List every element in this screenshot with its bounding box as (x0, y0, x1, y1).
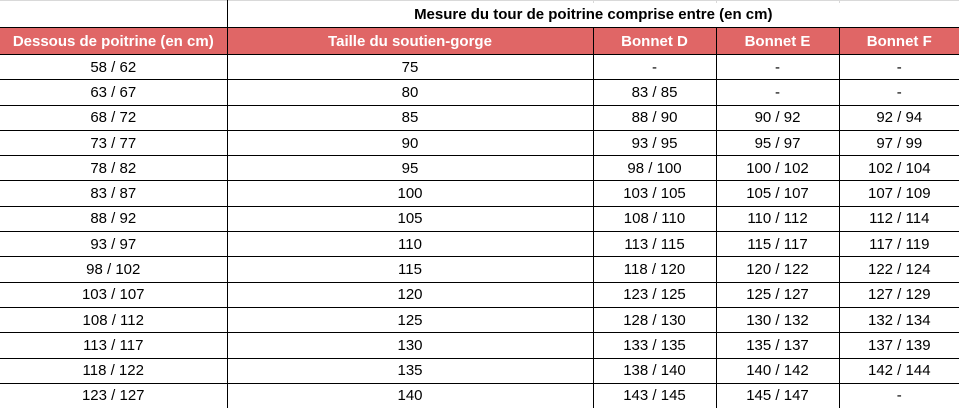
table-cell: 100 (227, 181, 593, 206)
table-cell: 93 / 95 (593, 130, 716, 155)
table-row (0, 105, 959, 130)
table-cell: 125 (227, 307, 593, 332)
table-cell: 68 / 72 (0, 105, 227, 130)
table-row (0, 333, 959, 358)
table-cell: 73 / 77 (0, 130, 227, 155)
gridline-stub (593, 0, 594, 3)
gridline-stub (716, 0, 717, 3)
table-cell: 80 (227, 80, 593, 105)
table-cell: 115 (227, 257, 593, 282)
table-cell: 117 / 119 (839, 232, 959, 257)
table-cell: 95 (227, 156, 593, 181)
table-cell: 145 / 147 (716, 383, 839, 408)
table-cell: - (593, 55, 716, 80)
table-row (0, 383, 959, 408)
table-cell: 98 / 100 (593, 156, 716, 181)
table-cell: 97 / 99 (839, 130, 959, 155)
table-cell: 103 / 105 (593, 181, 716, 206)
table-cell: 110 / 112 (716, 206, 839, 231)
table-cell: 63 / 67 (0, 80, 227, 105)
column-header-row (0, 28, 959, 55)
table-cell: 78 / 82 (0, 156, 227, 181)
table-cell: 92 / 94 (839, 105, 959, 130)
table-cell: 88 / 90 (593, 105, 716, 130)
table-cell: 113 / 117 (0, 333, 227, 358)
col-header-bonnet-f: Bonnet F (839, 28, 959, 55)
table-cell: 118 / 122 (0, 358, 227, 383)
table-row (0, 358, 959, 383)
table-cell: 120 / 122 (716, 257, 839, 282)
table-cell: 105 (227, 206, 593, 231)
col-header-dessous-de-poitrine: Dessous de poitrine (en cm) (0, 28, 227, 55)
table-cell: 123 / 125 (593, 282, 716, 307)
table-cell: 125 / 127 (716, 282, 839, 307)
col-header-bonnet-e: Bonnet E (716, 28, 839, 55)
table-row (0, 282, 959, 307)
table-cell: 142 / 144 (839, 358, 959, 383)
col-header-taille-soutien-gorge: Taille du soutien-gorge (227, 28, 593, 55)
table-cell: 88 / 92 (0, 206, 227, 231)
table-cell: 120 (227, 282, 593, 307)
corner-cell (0, 1, 227, 28)
table-cell: 130 / 132 (716, 307, 839, 332)
table-cell: 123 / 127 (0, 383, 227, 408)
table-row (0, 156, 959, 181)
table-cell: 83 / 87 (0, 181, 227, 206)
table-cell: 118 / 120 (593, 257, 716, 282)
table-row (0, 181, 959, 206)
table-cell: 75 (227, 55, 593, 80)
table-cell: 138 / 140 (593, 358, 716, 383)
table-cell: 90 / 92 (716, 105, 839, 130)
table-cell: 135 / 137 (716, 333, 839, 358)
table-cell: 98 / 102 (0, 257, 227, 282)
table-row (0, 206, 959, 231)
table-cell: 105 / 107 (716, 181, 839, 206)
table-cell: - (839, 55, 959, 80)
table-cell: - (839, 80, 959, 105)
table-cell: 122 / 124 (839, 257, 959, 282)
table-row (0, 55, 959, 80)
table-cell: 108 / 110 (593, 206, 716, 231)
table-cell: 85 (227, 105, 593, 130)
table-cell: 113 / 115 (593, 232, 716, 257)
table-cell: - (716, 80, 839, 105)
table-cell: 115 / 117 (716, 232, 839, 257)
table-cell: 127 / 129 (839, 282, 959, 307)
table-row (0, 80, 959, 105)
table-cell: 102 / 104 (839, 156, 959, 181)
table-cell: - (716, 55, 839, 80)
table-cell: 112 / 114 (839, 206, 959, 231)
table-cell: 100 / 102 (716, 156, 839, 181)
table-cell: 137 / 139 (839, 333, 959, 358)
table-row (0, 130, 959, 155)
table-cell: 135 (227, 358, 593, 383)
table-cell: 140 / 142 (716, 358, 839, 383)
table-row (0, 257, 959, 282)
table-title: Mesure du tour de poitrine comprise entre (en cm) (227, 1, 959, 28)
table-cell: - (839, 383, 959, 408)
table-cell: 110 (227, 232, 593, 257)
table-cell: 132 / 134 (839, 307, 959, 332)
table-cell: 93 / 97 (0, 232, 227, 257)
table-cell: 128 / 130 (593, 307, 716, 332)
table-cell: 90 (227, 130, 593, 155)
table-cell: 133 / 135 (593, 333, 716, 358)
table-row (0, 232, 959, 257)
table-cell: 107 / 109 (839, 181, 959, 206)
table-cell: 140 (227, 383, 593, 408)
table-cell: 95 / 97 (716, 130, 839, 155)
merged-title-row (0, 1, 959, 28)
gridline-stub (839, 0, 840, 3)
table-cell: 83 / 85 (593, 80, 716, 105)
table-cell: 58 / 62 (0, 55, 227, 80)
table-cell: 143 / 145 (593, 383, 716, 408)
col-header-bonnet-d: Bonnet D (593, 28, 716, 55)
table-body (0, 55, 959, 408)
table-row (0, 307, 959, 332)
table-cell: 108 / 112 (0, 307, 227, 332)
table-cell: 103 / 107 (0, 282, 227, 307)
table-cell: 130 (227, 333, 593, 358)
